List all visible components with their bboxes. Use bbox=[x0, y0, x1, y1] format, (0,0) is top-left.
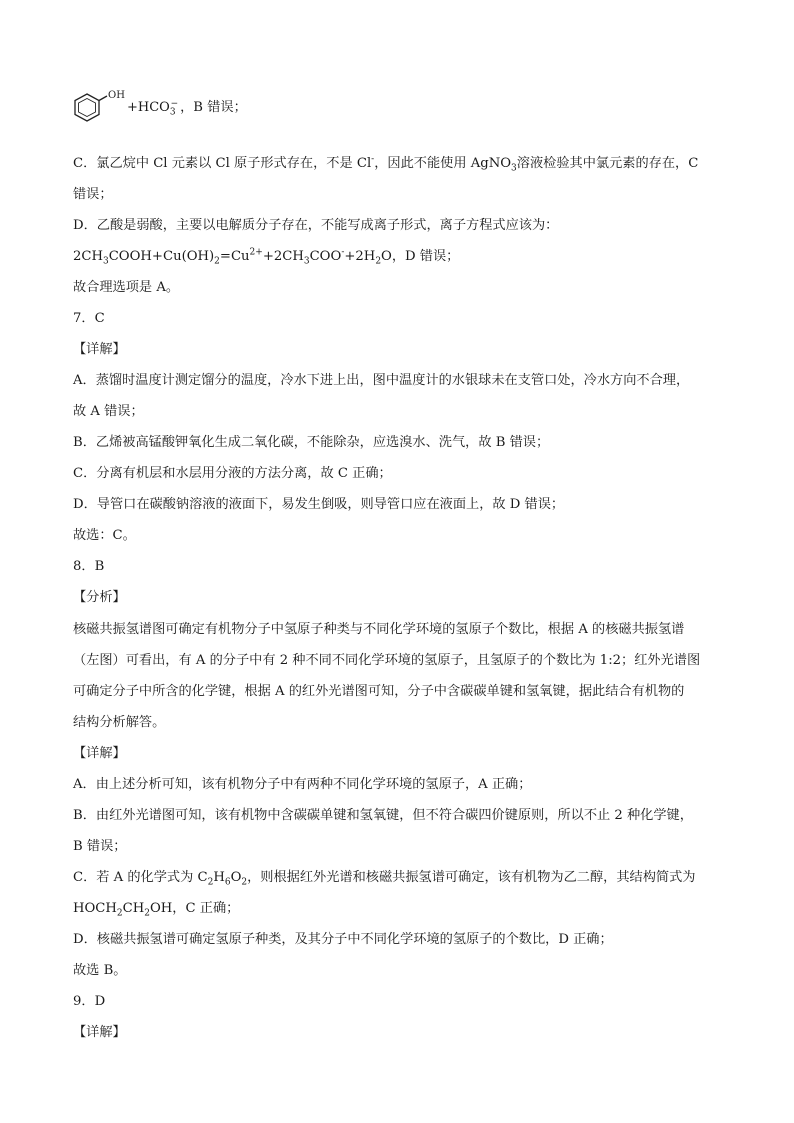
text-line bbox=[73, 371, 723, 391]
text-segment: ，则根据红外光谱和核磁共振氢谱可确定，该有机物为乙二醇，其结构简式为 bbox=[247, 870, 696, 885]
text-segment: - bbox=[371, 154, 375, 165]
phenol-formula-line bbox=[73, 88, 723, 128]
text-segment: 3 bbox=[511, 163, 517, 174]
text-line bbox=[73, 713, 723, 733]
text-line bbox=[73, 216, 723, 236]
text-segment: 7．C bbox=[73, 311, 105, 326]
text-line bbox=[73, 464, 723, 484]
text-segment: COO bbox=[309, 249, 342, 264]
text-segment: 可确定分子中所含的化学键，根据 A 的红外光谱图可知，分子中含碳碳单键和氢氧键，据此结合有机物的 bbox=[73, 684, 685, 699]
text-line bbox=[73, 154, 723, 174]
text-segment: 2 bbox=[241, 877, 248, 888]
text-segment: 【分析】 bbox=[73, 590, 126, 605]
text-segment: 【详解】 bbox=[73, 746, 126, 761]
text-segment: A．由上述分析可知，该有机物分子中有两种不同化学环境的氢原子，A 正确； bbox=[73, 777, 532, 792]
oh-label: OH bbox=[108, 90, 125, 101]
text-segment: =Cu bbox=[219, 249, 250, 264]
text-segment: H bbox=[213, 870, 225, 885]
text-segment: 溶液检验其中氯元素的存在，C bbox=[516, 156, 699, 171]
text-segment: C．分离有机层和水层用分液的方法分离，故 C 正确； bbox=[73, 466, 392, 481]
text-segment: 故选 B。 bbox=[73, 963, 127, 978]
text-segment: B 错误； bbox=[73, 839, 127, 854]
text-line bbox=[73, 868, 723, 888]
line-verdict: ，B 错误； bbox=[180, 100, 247, 115]
text-line bbox=[73, 620, 723, 640]
text-segment: 2 bbox=[214, 256, 220, 267]
text-segment: OH，C 正确； bbox=[149, 901, 240, 916]
text-line bbox=[73, 185, 723, 205]
text-line bbox=[73, 775, 723, 795]
text-segment: D．核磁共振氢谱可确定氢原子种类，及其分子中不同化学环境的氢原子的个数比，D 正确； bbox=[73, 932, 613, 947]
text-segment: O bbox=[230, 870, 242, 885]
text-line bbox=[73, 837, 723, 857]
text-line bbox=[73, 961, 723, 981]
text-line bbox=[73, 899, 723, 919]
text-segment: D．导管口在碳酸钠溶液的液面下，易发生倒吸，则导管口应在液面上，故 D 错误； bbox=[73, 497, 565, 512]
text-line bbox=[73, 557, 723, 577]
text-segment: 【详解】 bbox=[73, 1025, 126, 1040]
text-segment: 3 bbox=[102, 256, 109, 267]
text-segment: B．乙烯被高锰酸钾氧化生成二氧化碳，不能除杂，应选溴水、洗气，故 B 错误； bbox=[73, 435, 550, 450]
text-segment: 核磁共振氢谱图可确定有机物分子中氢原子种类与不同化学环境的氢原子个数比，根据 A 的核磁共振氢谱 bbox=[73, 622, 685, 637]
text-line bbox=[73, 588, 723, 608]
text-line bbox=[73, 278, 723, 298]
text-segment: 9．D bbox=[73, 994, 106, 1009]
text-segment: C．若 A 的化学式为 C bbox=[73, 870, 208, 885]
text-segment: 6 bbox=[224, 877, 231, 888]
text-segment: A．蒸馏时温度计测定馏分的温度，冷水下进上出，图中温度计的水银球未在支管口处，冷水方向不合理， bbox=[73, 373, 690, 388]
text-segment: 故 A 错误； bbox=[73, 404, 144, 419]
text-line bbox=[73, 309, 723, 329]
text-line bbox=[73, 247, 723, 267]
text-segment: CH bbox=[122, 901, 145, 916]
text-line bbox=[73, 651, 723, 671]
text-segment: 故选：C。 bbox=[73, 528, 136, 543]
text-segment: 3 bbox=[303, 256, 310, 267]
text-segment: 2 bbox=[144, 908, 150, 919]
text-segment: 2CH bbox=[73, 249, 103, 264]
text-segment: 错误； bbox=[73, 187, 113, 202]
text-line bbox=[73, 402, 723, 422]
text-line bbox=[73, 526, 723, 546]
phenol-structure-icon bbox=[73, 88, 125, 128]
text-line bbox=[73, 930, 723, 950]
text-segment: ，因此不能使用 AgNO bbox=[374, 156, 512, 171]
text-segment: 2 bbox=[116, 908, 123, 919]
text-segment: 2 bbox=[207, 877, 214, 888]
text-segment: O，D 错误； bbox=[381, 249, 460, 264]
text-segment: 结构分析解答。 bbox=[73, 715, 166, 730]
text-segment: 【详解】 bbox=[73, 342, 126, 357]
text-segment: 2+ bbox=[249, 247, 263, 258]
bicarbonate-formula: $+HCO_3^-$ bbox=[127, 98, 179, 118]
text-segment: D．乙酸是弱酸，主要以电解质分子存在，不能写成离子形式，离子方程式应该为： bbox=[73, 218, 559, 233]
text-line bbox=[73, 433, 723, 453]
text-line bbox=[73, 495, 723, 515]
text-line bbox=[73, 1023, 723, 1043]
text-segment: 8．B bbox=[73, 559, 105, 574]
text-segment: +2H bbox=[344, 249, 376, 264]
text-line bbox=[73, 682, 723, 702]
text-line bbox=[73, 992, 723, 1012]
text-segment: B．由红外光谱图可知，该有机物中含碳碳单键和氢氧键，但不符合碳四价键原则，所以不止 2 种化学键， bbox=[73, 808, 693, 823]
text-segment: +2CH bbox=[262, 249, 304, 264]
text-segment: （左图）可看出，有 A 的分子中有 2 种不同不同化学环境的氢原子，且氢原子的个数比为 1:2；红外光谱图 bbox=[73, 653, 701, 668]
text-line bbox=[73, 340, 723, 360]
text-line bbox=[73, 744, 723, 764]
text-segment: HOCH bbox=[73, 901, 117, 916]
text-line bbox=[73, 806, 723, 826]
text-segment: C．氯乙烷中 Cl 元素以 Cl 原子形式存在，不是 Cl bbox=[73, 156, 372, 171]
text-segment: 2 bbox=[375, 256, 382, 267]
text-segment: 故合理选项是 A。 bbox=[73, 280, 180, 295]
text-segment: - bbox=[341, 247, 345, 258]
text-segment: COOH+Cu(OH) bbox=[108, 249, 215, 264]
